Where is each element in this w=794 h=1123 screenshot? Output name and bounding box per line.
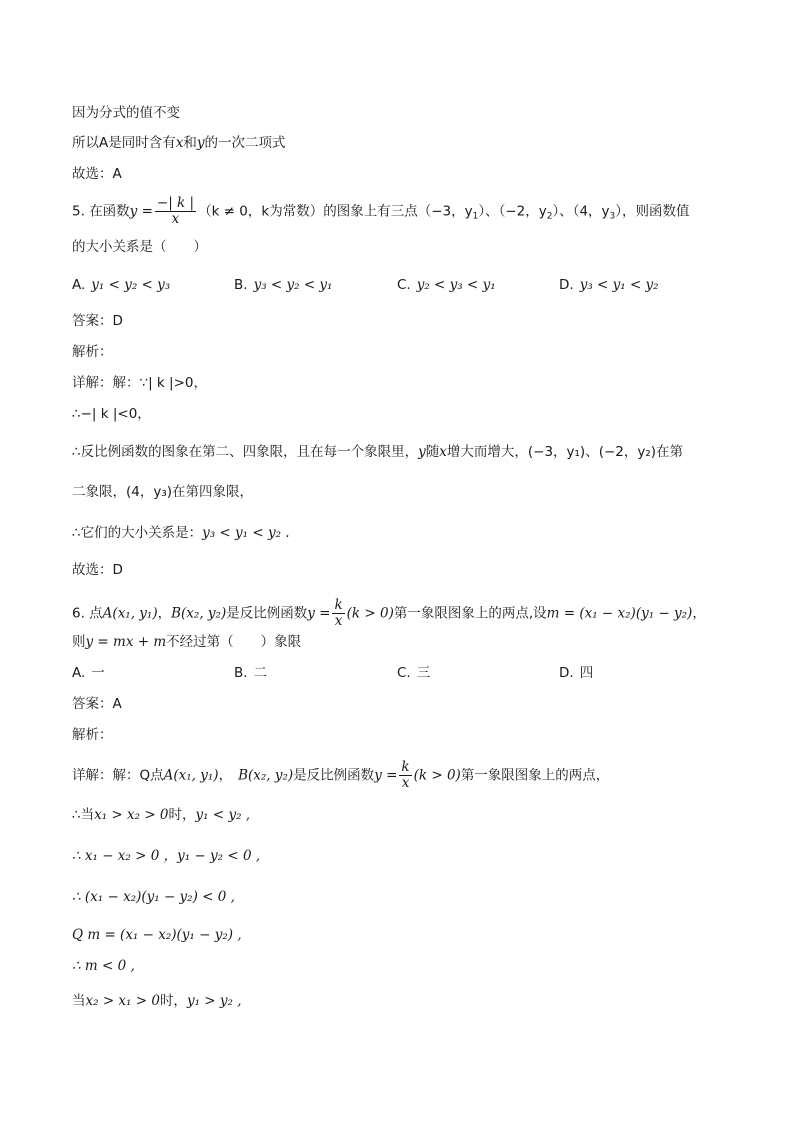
text: 的一次二项式: [204, 135, 286, 151]
subscript: 3: [609, 211, 616, 222]
text: 随: [425, 444, 440, 460]
q6-answer: [72, 695, 122, 713]
math-relation: y₃ < y₁ < y₂ .: [202, 525, 290, 541]
q6-option-b: [234, 664, 267, 682]
math-m-definition: m = (x₁ − x₂)(y₁ − y₂): [546, 605, 693, 622]
q6-detail-1: [72, 760, 609, 791]
option-text: y₁ < y₂ < y₃: [91, 277, 171, 293]
text: 二象限，(4，y₃)在第四象限，: [72, 484, 254, 500]
q6-option-c: [397, 664, 430, 682]
q6-analysis-heading: [72, 726, 113, 744]
text: 时，: [168, 807, 196, 823]
question-number: 6. 点: [72, 605, 103, 622]
fraction-numerator: k: [401, 759, 410, 775]
text: 是反比例函数: [226, 605, 308, 622]
q5-detail-2: [72, 405, 151, 423]
q6-detail-4: [72, 888, 235, 906]
fraction-denominator: x: [334, 613, 343, 629]
math-y: y: [418, 444, 426, 460]
fraction-numerator: −| k |: [156, 195, 195, 211]
option-text: 二: [253, 665, 268, 681]
math-x: x: [439, 444, 447, 460]
text: 答案：A: [72, 696, 122, 712]
option-label: D.: [559, 277, 574, 293]
fraction-denominator: x: [171, 211, 180, 227]
text: 解析：: [72, 727, 113, 743]
fraction: [155, 196, 196, 227]
q5-detail-4: [72, 483, 253, 501]
text: 不经过第（ ）象限: [166, 634, 302, 650]
option-text: 三: [416, 665, 431, 681]
math-condition: (k > 0): [346, 605, 394, 622]
q6-stem: [72, 598, 706, 629]
q6-option-d: [559, 664, 593, 682]
q6-option-a: [72, 664, 105, 682]
text: ）、（4，y: [552, 203, 610, 220]
subscript: 2: [546, 211, 553, 222]
q5-stem-line2: [72, 238, 207, 256]
math-y: y: [196, 135, 205, 151]
math-y-eq: y =: [307, 605, 331, 622]
math-inequality: x₁ > x₂ > 0: [94, 807, 169, 823]
q5-option-b: [234, 276, 332, 294]
answer-choice-line: [72, 165, 122, 183]
option-text: 四: [579, 665, 594, 681]
text: ，: [157, 605, 172, 622]
option-label: B.: [234, 665, 248, 681]
math-x: x: [175, 135, 184, 151]
text: ∴它们的大小关系是：: [72, 525, 203, 541]
math-line-equation: y = mx + m: [85, 634, 167, 650]
option-text: y₃ < y₂ < y₁: [253, 277, 333, 293]
fraction: [399, 760, 411, 791]
q5-answer: [72, 312, 123, 330]
text: 增大而增大，(−3，y₁)、(−2，y₂)在第: [446, 444, 684, 460]
fraction-numerator: k: [334, 597, 343, 613]
math-m-negative: ∴ m < 0 ,: [72, 958, 135, 974]
option-text: 一: [91, 665, 105, 681]
q5-option-d: [559, 276, 659, 294]
text: 答案：D: [72, 313, 123, 329]
q5-option-a: [72, 276, 170, 294]
q6-detail-5: [72, 926, 242, 944]
option-label: A.: [72, 665, 86, 681]
text-line-binomial: [72, 134, 286, 152]
text: ∴当: [72, 807, 95, 823]
text: ），则函数值: [615, 203, 690, 220]
q6-detail-7: [72, 992, 242, 1010]
text: ∴−| k |<0，: [72, 406, 151, 422]
text: 的大小关系是（ ）: [72, 239, 207, 255]
text: 第一象限图象上的两点，: [460, 767, 610, 784]
text: 时，: [159, 993, 187, 1009]
math-point-b: B(x₂, y₂): [238, 767, 294, 784]
question-number: 5. 在函数: [72, 203, 130, 220]
text: 详解：解：∵| k |>0，: [72, 375, 207, 391]
text: 当: [72, 993, 86, 1009]
option-label: B.: [234, 277, 248, 293]
q6-detail-6: [72, 957, 135, 975]
text: 故选：D: [72, 562, 123, 578]
math-inequality: y₁ < y₂ ,: [195, 807, 251, 823]
text-line-fraction-value: [72, 104, 180, 122]
text: （k ≠ 0，k为常数）的图象上有三点（−3，y: [198, 203, 473, 220]
math-inequality: y₁ > y₂ ,: [186, 993, 242, 1009]
q6-stem-line2: [72, 633, 301, 651]
q5-analysis-heading: [72, 343, 113, 361]
option-text: y₂ < y₃ < y₁: [416, 277, 496, 293]
q5-detail-1: [72, 374, 207, 392]
q5-option-c: [397, 276, 496, 294]
text: ，: [218, 767, 233, 784]
math-point-b: B(x₂, y₂): [171, 605, 227, 622]
text: 所以A是同时含有: [72, 135, 176, 151]
text: 是反比例函数: [293, 767, 375, 784]
fraction-denominator: x: [401, 775, 410, 791]
math-y-eq: y =: [129, 203, 153, 220]
subscript: 1: [472, 211, 479, 222]
math-m-equation: Q m = (x₁ − x₂)(y₁ − y₂) ,: [72, 927, 242, 943]
math-inequalities: ∴ x₁ − x₂ > 0 ，y₁ − y₂ < 0 ,: [72, 848, 261, 864]
math-product: ∴ (x₁ − x₂)(y₁ − y₂) < 0 ,: [72, 889, 235, 905]
q5-detail-3: [72, 443, 683, 461]
math-point-a: A(x₁, y₁): [102, 605, 158, 622]
fraction: [332, 598, 344, 629]
option-label: C.: [397, 277, 411, 293]
q6-detail-3: [72, 847, 260, 865]
option-label: A.: [72, 277, 86, 293]
text: 第一象限图象上的两点,设: [393, 605, 547, 622]
math-condition: (k > 0): [413, 767, 461, 784]
option-label: D.: [559, 665, 574, 681]
text: 则: [72, 634, 86, 650]
q5-detail-5: [72, 524, 290, 542]
option-label: C.: [397, 665, 411, 681]
text: 解析：: [72, 344, 113, 360]
math-inequality: x₂ > x₁ > 0: [85, 993, 160, 1009]
text: 详解：解：Q点: [72, 767, 164, 784]
q6-detail-2: [72, 806, 250, 824]
text: 和: [183, 135, 197, 151]
text: 因为分式的值不变: [72, 105, 180, 121]
q5-stem: [72, 196, 690, 227]
math-y-eq: y =: [374, 767, 398, 784]
math-point-a: A(x₁, y₁): [163, 767, 219, 784]
text: ，: [692, 605, 706, 622]
text: ∴反比例函数的图象在第二、四象限，且在每一个象限里，: [72, 444, 419, 460]
q5-choose: [72, 561, 123, 579]
option-text: y₃ < y₁ < y₂: [579, 277, 659, 293]
text: ）、（−2，y: [478, 203, 547, 220]
text: 故选：A: [72, 166, 122, 182]
